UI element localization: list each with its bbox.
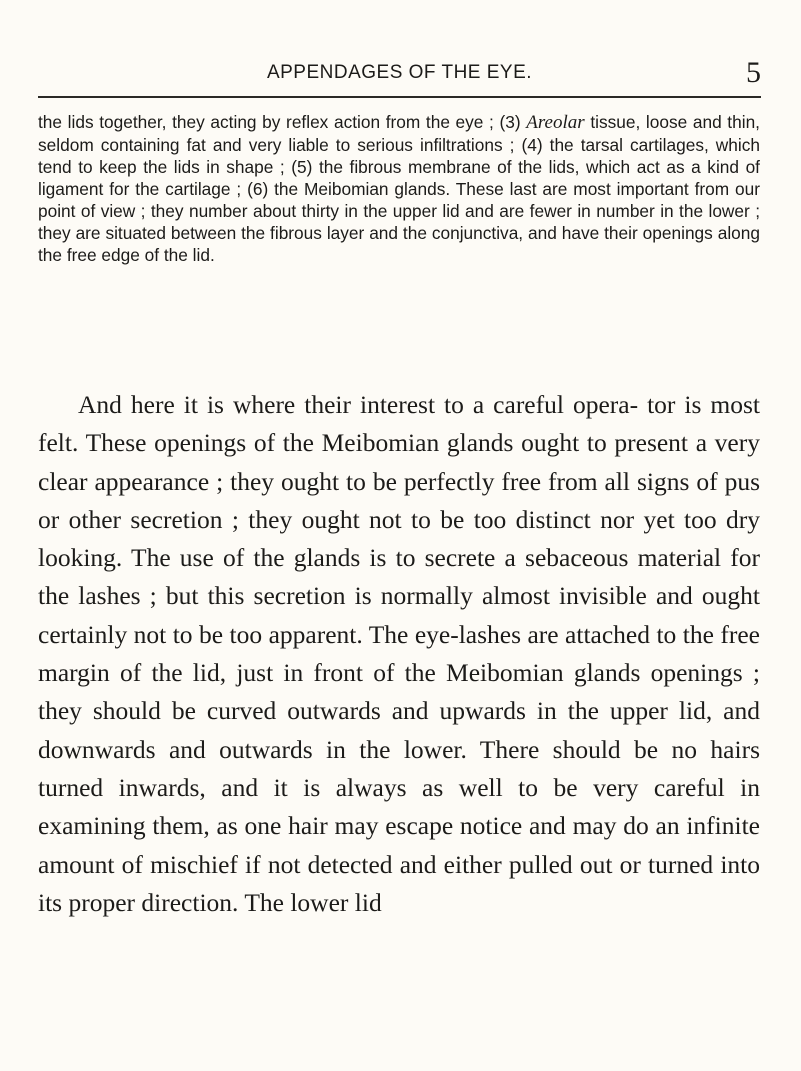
paragraph-1-lead: the lids together, they acting by reflex action from the eye ; (3) (38, 112, 521, 132)
paragraph-1-rest: tissue, loose and thin, seldom containing fat and very liable to serious infiltrations ; (4) the tarsal cartilages, which tend to keep the lids in shape ; (5) the fibrous membrane of the lids, which act as a kind of ligament for the cartilage ; (6) the Meibomian glands. These last are most important from our point of view ; they number about thirty in the upper lid and are fewer in number in the lower ; they are situated between the fibrous layer and the conjunctiva, and have their openings along the free edge of the lid. (38, 112, 760, 265)
page-header (38, 56, 761, 90)
paragraph-continued (38, 111, 760, 266)
areolar-italic-term: Areolar (526, 112, 585, 133)
page-number: 5 (746, 56, 761, 89)
paragraph-main: And here it is where their interest to a careful opera- tor is most felt. These openings of the Meibomian glands ought to present a very clear appearance ; they ought to be perfectly free from all signs of pus or other secretion ; they ought not to be too distinct nor yet too dry looking. The use of the glands is to secrete a sebaceous material for the lashes ; but this secretion is normally almost invisible and ought certainly not to be too apparent. The eye-lashes are attached to the free margin of the lid, just in front of the Meibomian glands openings ; they should be curved outwards and upwards in the upper lid, and downwards and outwards in the lower. There should be no hairs turned inwards, and it is always as well to be very careful in examining them, as one hair may escape notice and may do an infinite amount of mischief if not detected and either pulled out or turned into its proper direction. The lower lid (38, 390, 760, 917)
running-title: APPENDAGES OF THE EYE. (266, 62, 533, 83)
header-rule (38, 96, 761, 98)
